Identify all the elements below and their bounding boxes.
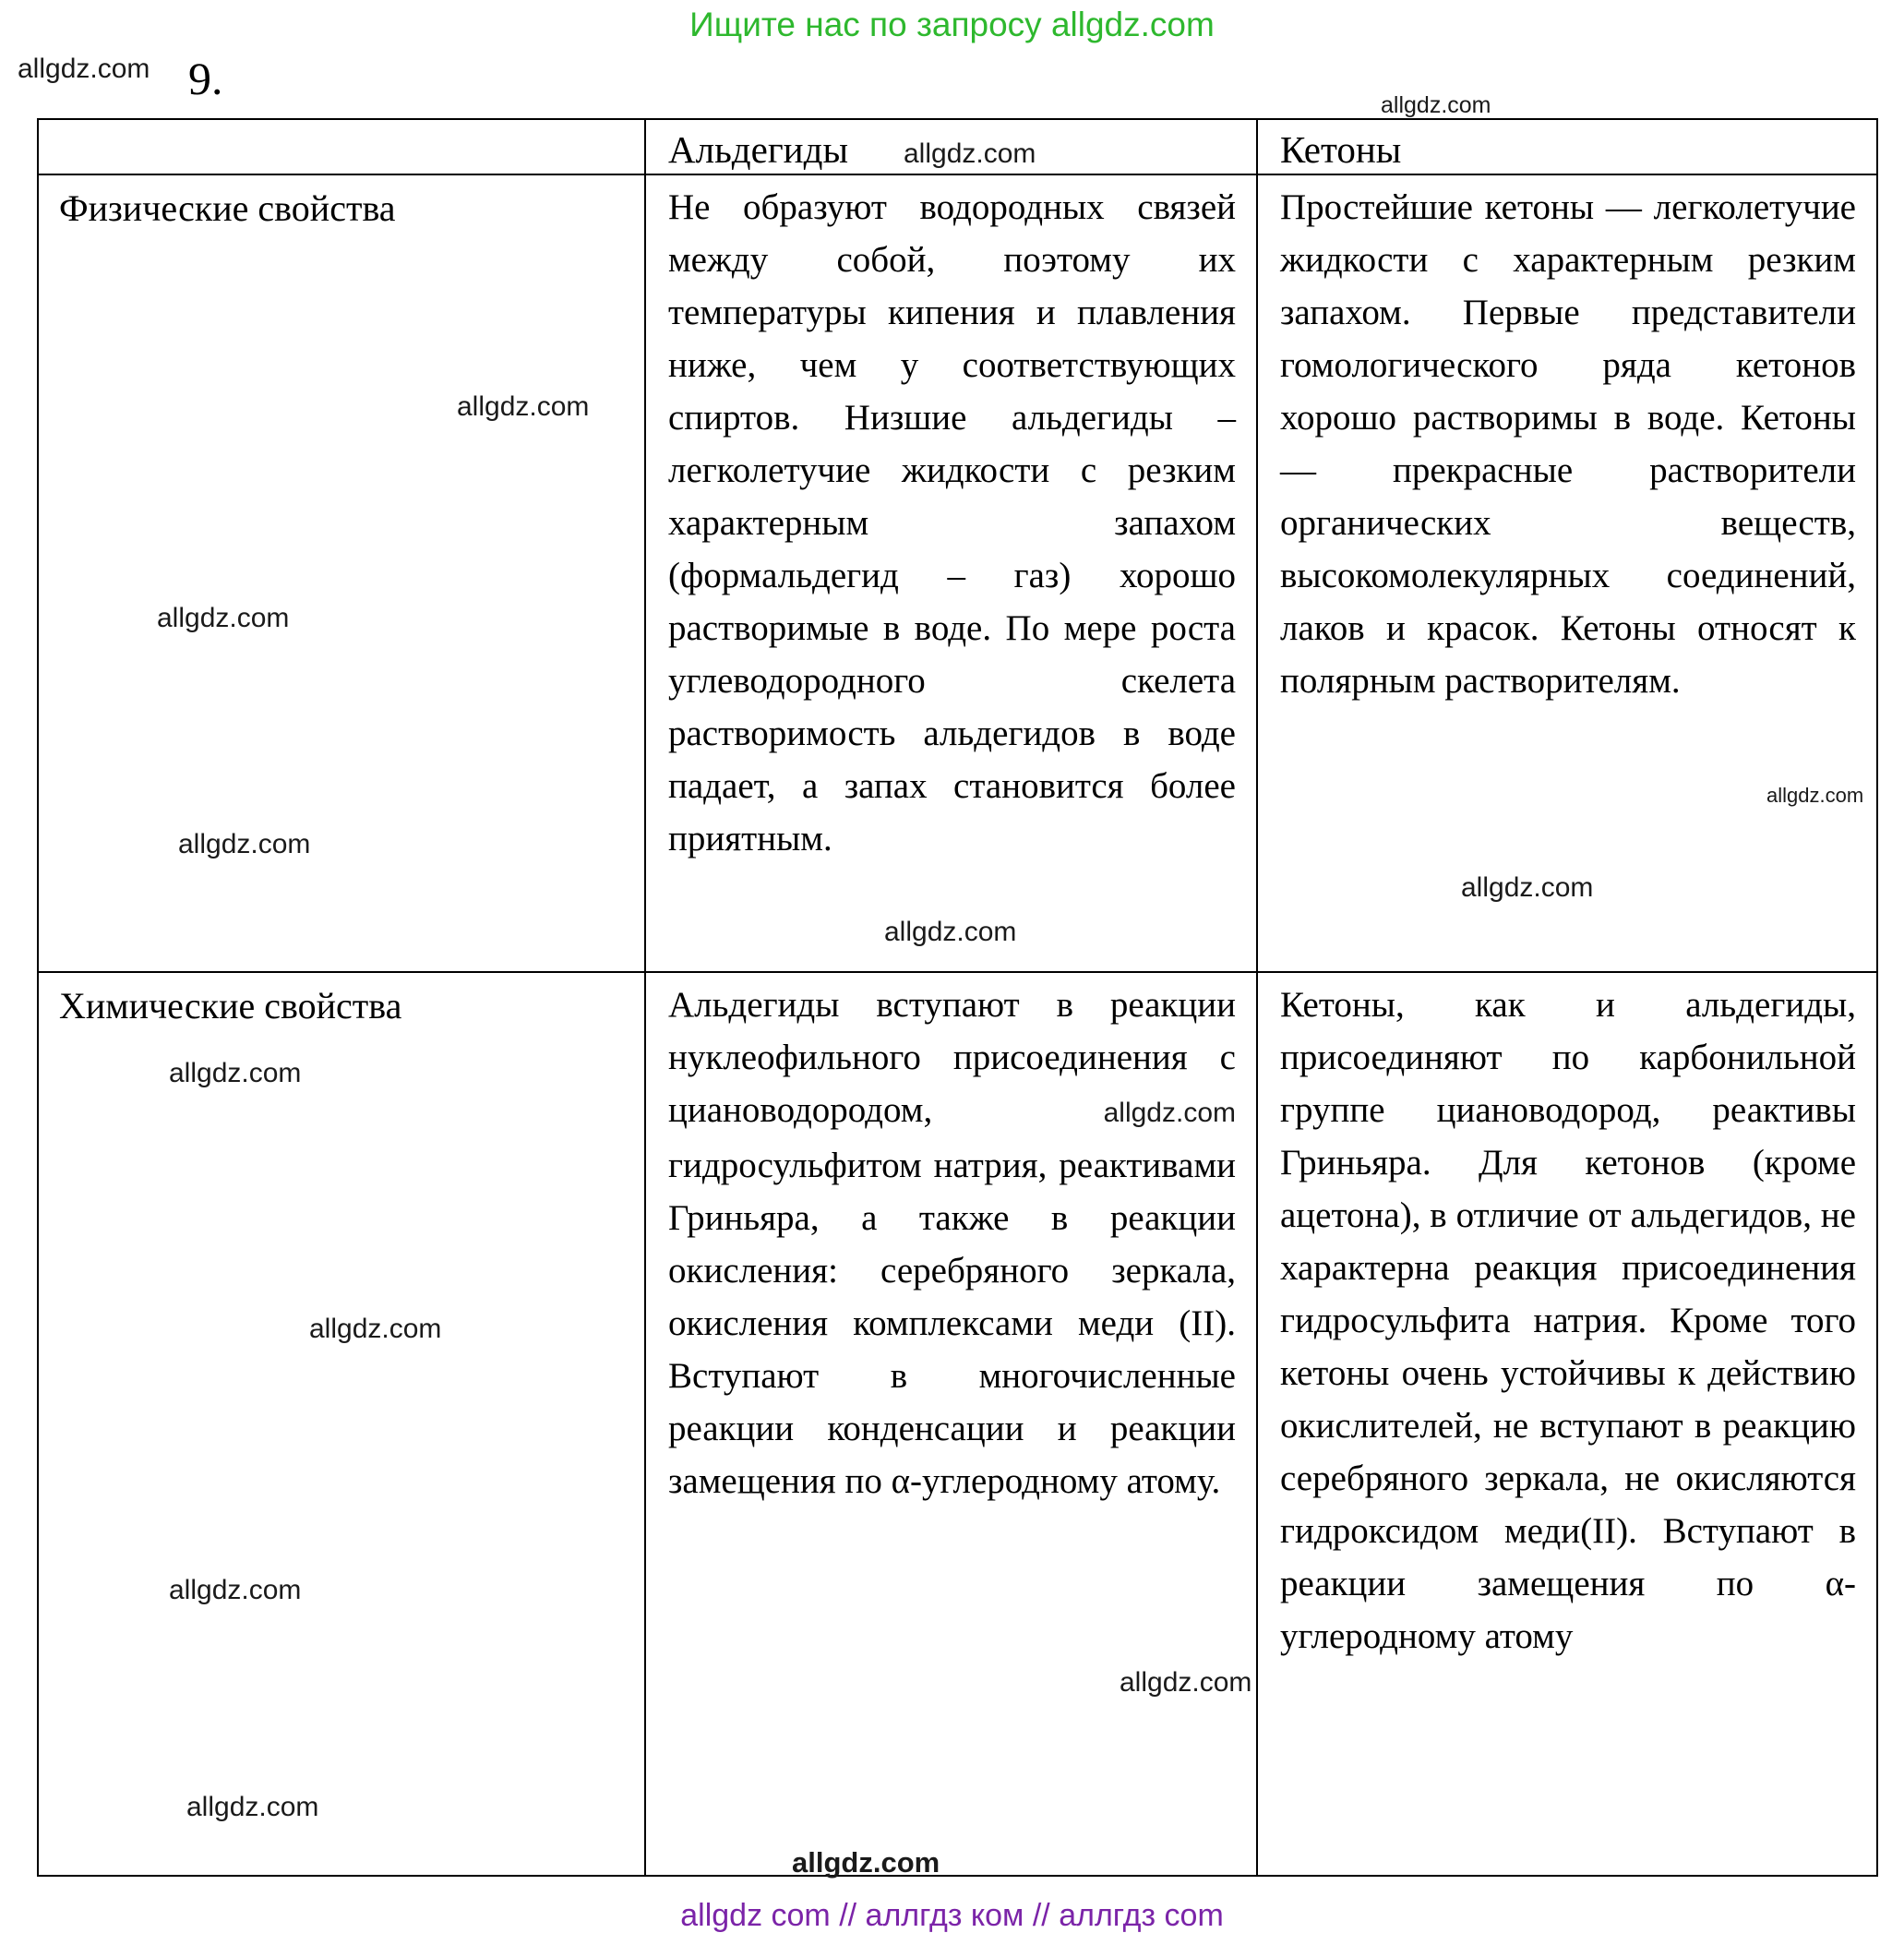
table-row-physical xyxy=(38,174,1877,972)
watermark: allgdz.com xyxy=(457,391,590,422)
item-number: 9. xyxy=(188,53,223,104)
aldehydes-chemical-text xyxy=(645,972,1257,1876)
watermark: allgdz.com xyxy=(792,1846,940,1879)
row-label-physical: Физические свойства xyxy=(38,174,645,972)
watermark: allgdz.com xyxy=(1461,872,1594,903)
header-empty-cell xyxy=(38,119,645,174)
watermark: allgdz.com xyxy=(1766,784,1864,807)
watermark: allgdz.com xyxy=(1381,92,1491,118)
ketones-chemical-text: Кетоны, как и альдегиды, присоединяют по карбонильной группе циановодород, реактивы Гриньяра. Для кетонов (кроме ацетона), в отличие от альдегидов, не характерна реакция присоединения гидросульфита натрия. Кроме того кетоны очень устойчивы к действию окислителей, не вступают в реакцию серебряного зеркала, не окисляются гидроксидом меди(II). Вступают в реакции замещения по α-углеродному атому xyxy=(1257,972,1877,1876)
ketones-physical-text: Простейшие кетоны — легколетучие жидкости с характерным резким запахом. Первые представители гомологического ряда кетонов хорошо растворимы в воде. Кетоны — прекрасные растворители органических веществ, высокомолекулярных соединений, лаков и красок. Кетоны относят к полярным растворителям. xyxy=(1257,174,1877,972)
watermark: allgdz.com xyxy=(1103,1098,1236,1128)
watermark: allgdz.com xyxy=(1120,1667,1252,1698)
watermark: allgdz.com xyxy=(157,603,290,633)
header-aldehydes xyxy=(645,119,1257,174)
watermark: allgdz.com xyxy=(169,1575,302,1605)
watermark: allgdz.com xyxy=(884,917,1017,947)
watermark: allgdz.com xyxy=(904,138,1036,169)
header-ketones xyxy=(1257,119,1877,174)
header-ketones-label: Кетоны xyxy=(1280,128,1402,171)
row-label-chemical: Химические свойства xyxy=(38,972,645,1876)
properties-comparison-table xyxy=(37,118,1878,1877)
header-aldehydes-label: Альдегиды xyxy=(668,128,848,171)
table-row-chemical xyxy=(38,972,1877,1876)
watermark: allgdz.com xyxy=(169,1058,302,1088)
table-header-row xyxy=(38,119,1877,174)
top-banner: Ищите нас по запросу allgdz.com xyxy=(689,6,1215,43)
watermark: allgdz.com xyxy=(18,54,150,84)
watermark: allgdz.com xyxy=(178,829,311,859)
aldehydes-chemical-part2: гидросульфитом натрия, реактивами Гриньяра, а также в реакции окисления: серебряного зеркала, окисления комплексами меди (II). Вступают в многочисленные реакции конденсации и реакции замещения по α-углеродному атому. xyxy=(668,1146,1236,1501)
watermark: allgdz.com xyxy=(186,1792,319,1822)
footer-links: allgdz com // аллгдз ком // аллгдз com xyxy=(680,1898,1224,1933)
aldehydes-physical-text: Не образуют водородных связей между собой, поэтому их температуры кипения и плавления ниже, чем у соответствующих спиртов. Низшие альдегиды – легколетучие жидкости с резким характерным запахом (формальдегид – газ) хорошо растворимые в воде. По мере роста углеводородного скелета растворимость альдегидов в воде падает, а запах становится более приятным. xyxy=(645,174,1257,972)
aldehydes-chemical-part1: Альдегиды вступают в реакции нуклеофильного присоединения с циановодородом, xyxy=(668,985,1236,1130)
watermark: allgdz.com xyxy=(309,1314,442,1344)
